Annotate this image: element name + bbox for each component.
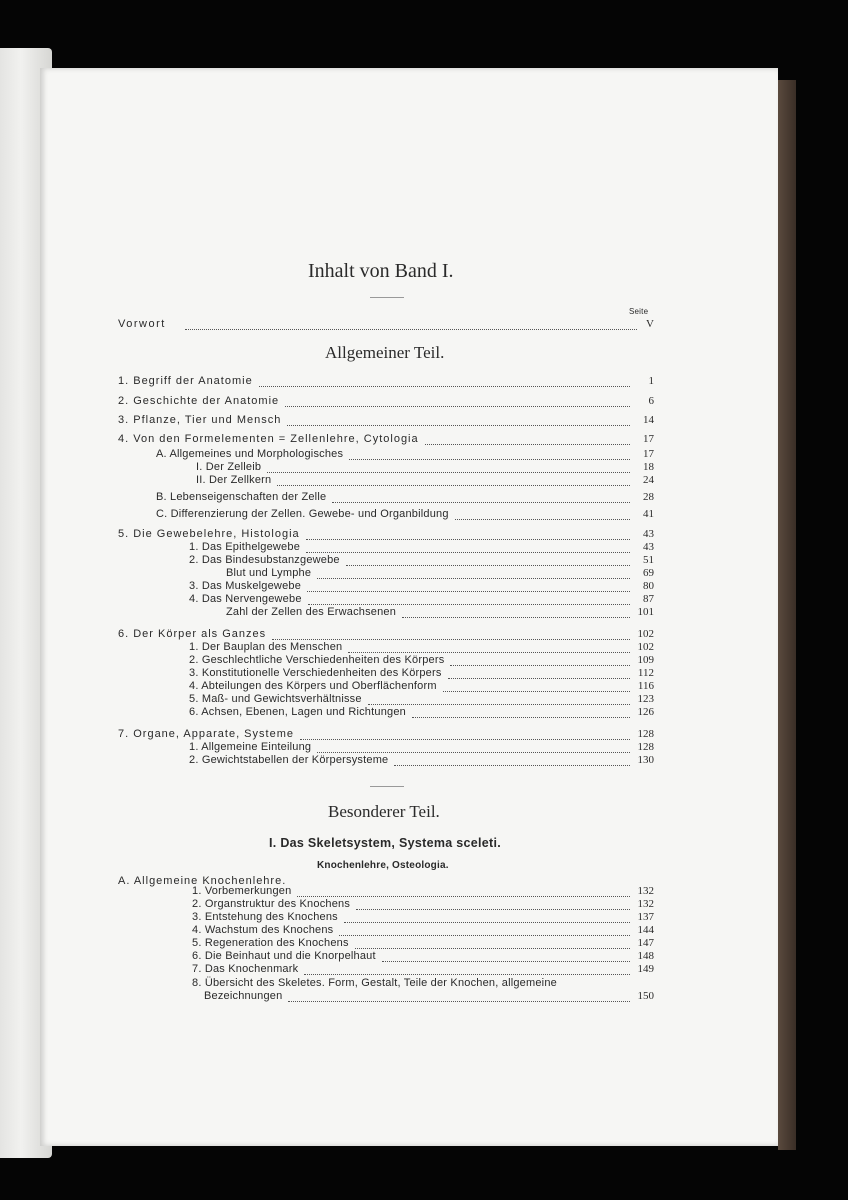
leader-dots [425, 432, 630, 445]
toc-entry-label: 2. Organstruktur des Knochens [192, 898, 351, 910]
toc-entry-label: II. Der Zellkern [196, 474, 272, 486]
leader-dots [300, 727, 630, 740]
leader-dots [185, 317, 637, 330]
toc-entry-label: 2. Gewichtstabellen der Körpersysteme [189, 754, 389, 766]
toc-entry-label: 6. Achsen, Ebenen, Lagen und Richtungen [189, 706, 406, 718]
toc-entry-label: 5. Maß- und Gewichtsverhältnisse [189, 693, 362, 705]
leader-dots [346, 553, 630, 566]
bone-section-label: A. Allgemeine Knochenlehre. [118, 875, 287, 887]
leader-dots [368, 692, 630, 705]
toc-entry-label: 3. Pflanze, Tier und Mensch [118, 414, 282, 426]
toc-entry-label: 4. Das Nervengewebe [189, 593, 302, 605]
toc-entry-label: Bezeichnungen [204, 990, 283, 1002]
toc-entry-label: 2. Das Bindesubstanzgewebe [189, 554, 340, 566]
toc-entry-page: 147 [637, 937, 654, 949]
section-rule [370, 786, 404, 787]
toc-entry-label: 7. Das Knochenmark [192, 963, 299, 975]
vorwort-label: Vorwort [118, 318, 166, 330]
toc-entry-page: 24 [643, 474, 654, 486]
leader-dots [285, 394, 630, 407]
leader-dots [308, 592, 630, 605]
leader-dots [288, 989, 630, 1002]
toc-entry-label: 5. Regeneration des Knochens [192, 937, 349, 949]
leader-dots [412, 705, 630, 718]
toc-entry-page: 14 [643, 414, 654, 426]
leader-dots [382, 949, 630, 962]
book-edge [778, 80, 796, 1150]
toc-entry-page: 112 [637, 667, 654, 679]
leader-dots [455, 507, 630, 520]
toc-entry-page: 102 [637, 641, 654, 653]
leader-dots [448, 666, 630, 679]
special-heading: Besonderer Teil. [328, 802, 440, 821]
toc-entry-page: 149 [637, 963, 654, 975]
toc-entry-page: 43 [643, 541, 654, 553]
seite-label: Seite [629, 307, 649, 316]
toc-entry-label: Zahl der Zellen des Erwachsenen [226, 606, 397, 618]
toc-entry-label: 1. Der Bauplan des Menschen [189, 641, 343, 653]
toc-entry-label: 1. Das Epithelgewebe [189, 541, 301, 553]
toc-entry-page: 132 [637, 885, 654, 897]
toc-entry-label: I. Der Zelleib [196, 461, 262, 473]
toc-entry-page: 128 [637, 741, 654, 753]
toc-entry-page: 87 [643, 593, 654, 605]
toc-entry-page: 69 [643, 567, 654, 579]
leader-dots [317, 566, 630, 579]
toc-entry-label: A. Allgemeines und Morphologisches [156, 448, 344, 460]
toc-entry-page: 132 [637, 898, 654, 910]
toc-entry-label: 5. Die Gewebelehre, Histologia [118, 528, 300, 540]
leader-dots [332, 490, 630, 503]
toc-entry-page: 109 [637, 654, 654, 666]
toc-entry-label: B. Lebenseigenschaften der Zelle [156, 491, 327, 503]
toc-entry-page: 17 [643, 433, 654, 445]
toc-entry-page: 130 [637, 754, 654, 766]
leader-dots [339, 923, 630, 936]
toc-entry-page: 80 [643, 580, 654, 592]
leader-dots [450, 653, 630, 666]
toc-entry-page: 1 [648, 375, 654, 387]
leader-dots [348, 640, 630, 653]
toc-entry-label: 2. Geschlechtliche Verschiedenheiten des Körpers [189, 654, 445, 666]
title-rule [370, 297, 404, 298]
leader-dots [297, 884, 630, 897]
toc-entry-label: 1. Begriff der Anatomie [118, 375, 253, 387]
toc-entry-label: 4. Wachstum des Knochens [192, 924, 334, 936]
leader-dots [356, 897, 630, 910]
leader-dots [317, 740, 630, 753]
toc-entry-page: 43 [643, 528, 654, 540]
toc-entry-page: 123 [637, 693, 654, 705]
toc-entry-label: 6. Die Beinhaut und die Knorpelhaut [192, 950, 376, 962]
leader-dots [355, 936, 630, 949]
page-title: Inhalt von Band I. [308, 260, 454, 282]
general-heading: Allgemeiner Teil. [325, 343, 445, 362]
toc-entry-page: 6 [648, 395, 654, 407]
leader-dots [307, 579, 630, 592]
toc-entry-label: 3. Entstehung des Knochens [192, 911, 338, 923]
leader-dots [394, 753, 630, 766]
toc-entry-label: 4. Abteilungen des Körpers und Oberflächenform [189, 680, 437, 692]
leader-dots [443, 679, 630, 692]
toc-entry-label: 3. Konstitutionelle Verschiedenheiten des Körpers [189, 667, 442, 679]
toc-entry-label: 4. Von den Formelementen = Zellenlehre, Cytologia [118, 433, 419, 445]
osteo-heading: Knochenlehre, Osteologia. [317, 860, 449, 871]
leader-dots [349, 447, 630, 460]
leader-dots [306, 527, 630, 540]
toc-entry-page: 128 [637, 728, 654, 740]
toc-entry-page: 101 [637, 606, 654, 618]
toc-entry-label: 2. Geschichte der Anatomie [118, 395, 280, 407]
toc-entry-page: 150 [637, 990, 654, 1002]
leader-dots [344, 910, 630, 923]
toc-entry-label: C. Differenzierung der Zellen. Gewebe- und Organbildung [156, 508, 449, 520]
leader-dots [277, 473, 630, 486]
toc-entry-page: 116 [637, 680, 654, 692]
toc-entry-page: 102 [637, 628, 654, 640]
toc-entry-label: 7. Organe, Apparate, Systeme [118, 728, 294, 740]
toc-entry-page: 137 [637, 911, 654, 923]
toc-entry-page: 41 [643, 508, 654, 520]
vorwort-page: V [646, 318, 654, 330]
toc-entry-page: 144 [637, 924, 654, 936]
skelet-heading: I. Das Skeletsystem, Systema sceleti. [269, 836, 502, 850]
toc-entry-label: Blut und Lymphe [226, 567, 312, 579]
leader-dots [259, 374, 630, 387]
leader-dots [306, 540, 630, 553]
toc-entry-page: 18 [643, 461, 654, 473]
leader-dots [287, 413, 630, 426]
leader-dots [272, 627, 630, 640]
toc-entry-label: 1. Allgemeine Einteilung [189, 741, 312, 753]
toc-entry-label: 8. Übersicht des Skeletes. Form, Gestalt, Teile der Knochen, allgemeine [192, 977, 557, 989]
toc-entry-page: 126 [637, 706, 654, 718]
toc-entry-page: 51 [643, 554, 654, 566]
toc-entry-page: 28 [643, 491, 654, 503]
toc-entry-page: 148 [637, 950, 654, 962]
toc-entry-label: 3. Das Muskelgewebe [189, 580, 302, 592]
book-page [40, 68, 778, 1146]
leader-dots [402, 605, 630, 618]
leader-dots [267, 460, 630, 473]
toc-entry-label: 1. Vorbemerkungen [192, 885, 292, 897]
toc-entry-page: 17 [643, 448, 654, 460]
toc-entry-label: 6. Der Körper als Ganzes [118, 628, 267, 640]
leader-dots [304, 962, 630, 975]
